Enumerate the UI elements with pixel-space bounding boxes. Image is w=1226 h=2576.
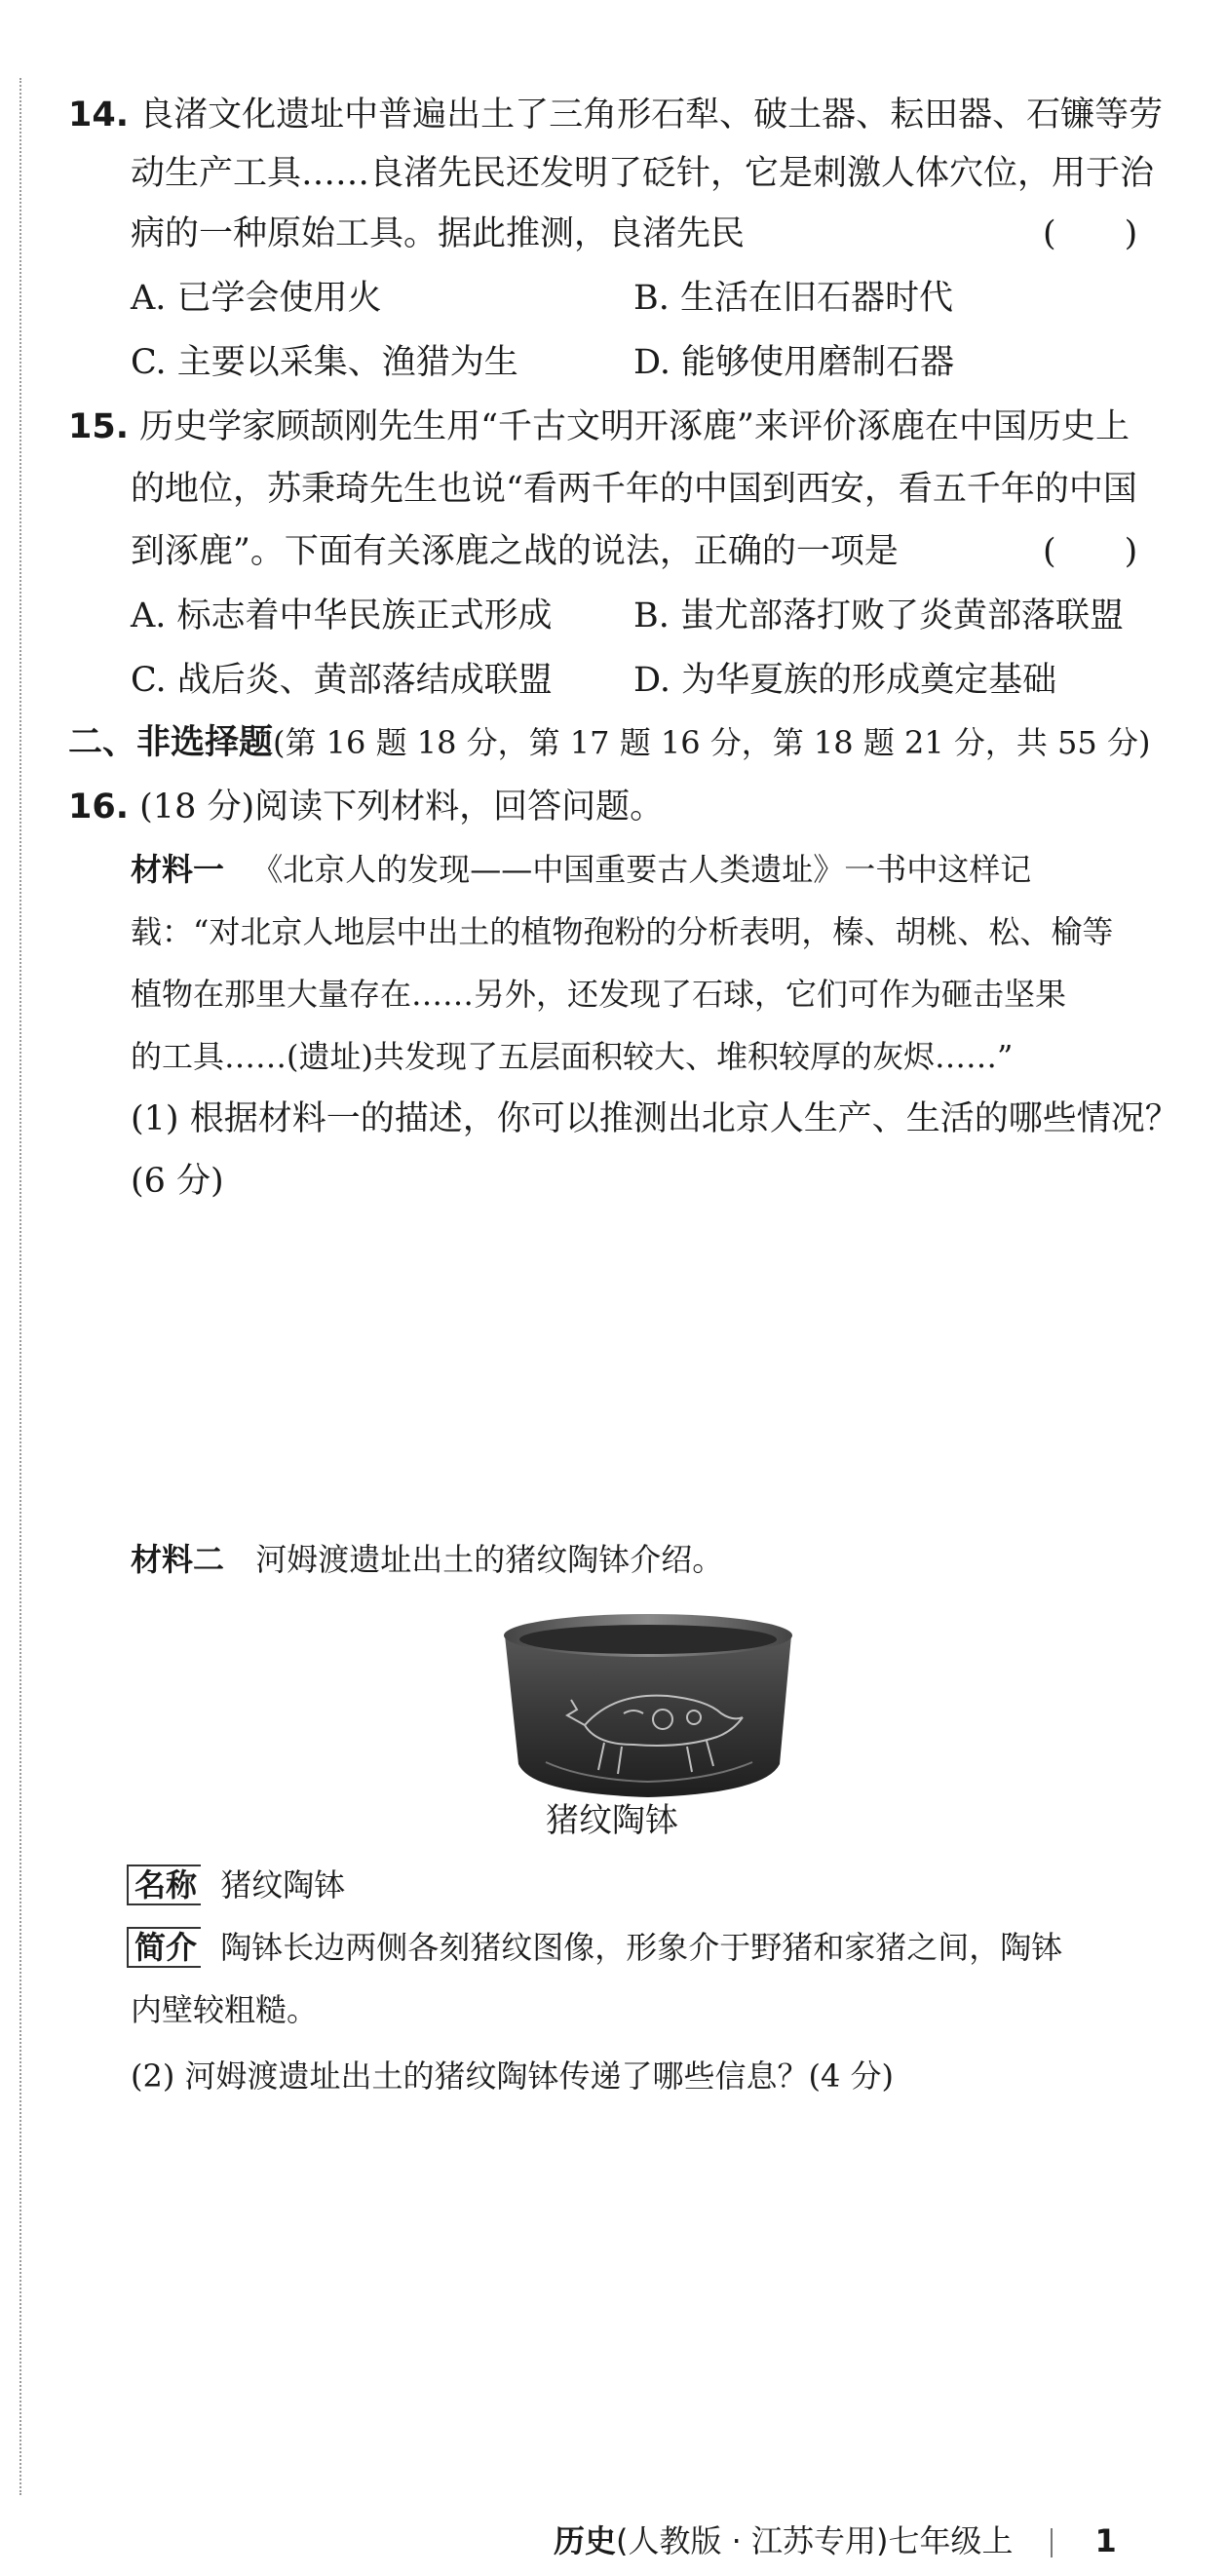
material1-line-3: 植物在那里大量存在……另外，还发现了石球，它们可作为砸击坚果 bbox=[131, 976, 1067, 1013]
binding-margin-line bbox=[19, 78, 21, 2495]
q14-line-1: 14. 良渚文化遗址中普遍出土了三角形石犁、破土器、耘田器、石镰等劳 bbox=[68, 96, 1164, 135]
intro-line-2: 内壁较粗糙。 bbox=[131, 1991, 319, 2028]
q15-number: 15. bbox=[68, 407, 130, 446]
q14-number: 14. bbox=[68, 96, 130, 135]
q15-line-3: 到涿鹿”。下面有关涿鹿之战的说法，正确的一项是 bbox=[131, 532, 899, 571]
material1-line-2: 载：“对北京人地层中出土的植物孢粉的分析表明，榛、胡桃、松、榆等 bbox=[131, 913, 1114, 950]
q14-option-b: B. 生活在旧石器时代 bbox=[633, 279, 953, 318]
page-footer bbox=[554, 2519, 1117, 2562]
q14-option-c: C. 主要以采集、渔猎为生 bbox=[131, 343, 518, 382]
footer-edition: (人教版 · 江苏专用)七年级上 bbox=[616, 2522, 1014, 2559]
q16-sub1-line-2: (6 分) bbox=[131, 1162, 224, 1201]
name-line bbox=[127, 1864, 345, 1906]
q15-option-c: C. 战后炎、黄部落结成联盟 bbox=[131, 661, 553, 700]
q16-number: 16. bbox=[68, 788, 130, 827]
q16-sub1-line-1: (1) 根据材料一的描述，你可以推测出北京人生产、生活的哪些情况？ bbox=[131, 1099, 1179, 1138]
material2-label: 材料二 bbox=[131, 1541, 225, 1578]
material1-line-4: 的工具……(遗址)共发现了五层面积较大、堆积较厚的灰烬……” bbox=[131, 1038, 1014, 1075]
page-number: 1 bbox=[1094, 2522, 1117, 2559]
q15-line-1: 15. 历史学家顾颉刚先生用“千古文明开涿鹿”来评价涿鹿在中国历史上 bbox=[68, 407, 1130, 446]
q16-line-intro: 16. (18 分)阅读下列材料，回答问题。 bbox=[68, 788, 665, 827]
name-tag: 名称 bbox=[127, 1865, 201, 1905]
pig-pattern-bowl-image bbox=[487, 1598, 809, 1808]
section2-title: 二、非选择题 bbox=[68, 723, 274, 762]
material1-label: 材料一 bbox=[131, 851, 225, 888]
footer-divider bbox=[1051, 2528, 1053, 2557]
q15-option-b: B. 蚩尤部落打败了炎黄部落联盟 bbox=[633, 596, 1124, 635]
section2-heading bbox=[68, 721, 1150, 764]
q15-line-2: 的地位，苏秉琦先生也说“看两千年的中国到西安，看五千年的中国 bbox=[131, 470, 1137, 509]
q15-option-d: D. 为华夏族的形成奠定基础 bbox=[633, 661, 1057, 700]
q14-answer-paren: ( ) bbox=[1043, 214, 1138, 253]
material1-line-1: 材料一 《北京人的发现——中国重要古人类遗址》一书中这样记 bbox=[131, 851, 1032, 888]
q14-option-a: A. 已学会使用火 bbox=[131, 279, 382, 318]
q14-option-d: D. 能够使用磨制石器 bbox=[633, 343, 955, 382]
q15-option-a: A. 标志着中华民族正式形成 bbox=[131, 596, 553, 635]
q16-sub2: (2) 河姆渡遗址出土的猪纹陶钵传递了哪些信息？(4 分) bbox=[131, 2057, 895, 2095]
q14-line-3: 病的一种原始工具。据此推测，良渚先民 bbox=[131, 214, 746, 253]
footer-subject: 历史 bbox=[554, 2522, 617, 2559]
intro-tag: 简介 bbox=[127, 1927, 201, 1968]
intro-line-1: 简介 陶钵长边两侧各刻猪纹图像，形象介于野猪和家猪之间，陶钵 bbox=[127, 1926, 1062, 1969]
name-text: 猪纹陶钵 bbox=[220, 1866, 346, 1903]
image-caption: 猪纹陶钵 bbox=[546, 1801, 678, 1840]
q15-answer-paren: ( ) bbox=[1043, 532, 1138, 571]
section2-detail: (第 16 题 18 分，第 17 题 16 分，第 18 题 21 分，共 55 分) bbox=[273, 724, 1151, 761]
q14-line-2: 动生产工具……良渚先民还发明了砭针，它是刺激人体穴位，用于治 bbox=[131, 154, 1155, 193]
material2-line: 材料二 河姆渡遗址出土的猪纹陶钵介绍。 bbox=[131, 1541, 724, 1578]
